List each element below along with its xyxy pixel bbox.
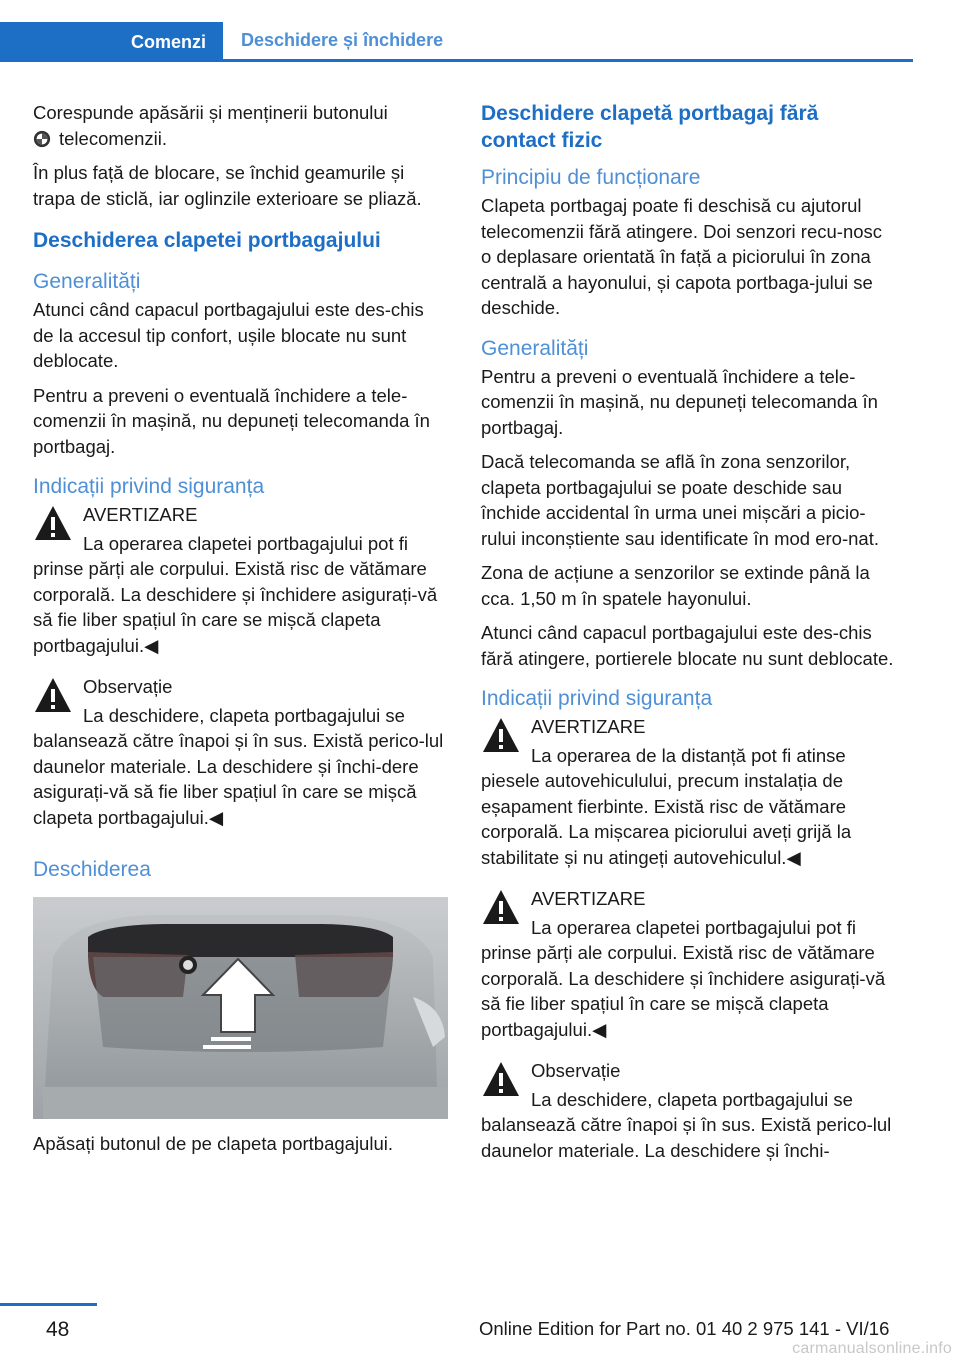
general-right-paragraph-2: Dacă telecomanda se află în zona senzorilor, clapeta portbagajului se poate deschide sau închide accidental în urma unei mișcări a picio‐rului inconștiente sau identificate în mod ero‐nat. [481, 451, 879, 549]
warning-right-1-text: piesele autovehiculului, precum instalația de eșapament fierbinte. Există risc de vătămare corporală. La mișcarea piciorului aveți grijă la stabilitate și nu atingeți autovehiculul.◀ [481, 770, 852, 868]
general-right-paragraph-4: Atunci când capacul portbagajului este des‐chis fără atingere, portierele blocate nu sunt deblocate. [481, 622, 894, 669]
left-column [33, 100, 448, 1166]
tab-section-title[interactable]: Deschidere și închidere [223, 22, 913, 62]
heading-safety: Indicații privind siguranța [33, 475, 265, 498]
edition-footer: Online Edition for Part no. 01 40 2 975 141 - VI/16 [479, 1318, 890, 1339]
principle-paragraph: Clapeta portbagaj poate fi deschisă cu ajutorul telecomenzii fără atingere. Doi senzori recu‐nosc o deplasare orientată în față a piciorului în zona centrală a hayonului, și capota portbaga‐jului se deschide. [481, 195, 883, 318]
warning-block-right-3 [481, 1058, 896, 1163]
intro-text-2: telecomenzii. [59, 127, 167, 149]
heading-handsfree-trunk: Deschidere clapetă portbagaj fără contact fizic [481, 102, 819, 152]
heading-general-right: Generalități [481, 336, 589, 360]
warning-block-1 [33, 502, 448, 658]
lock-paragraph: În plus față de blocare, se închid geamurile și trapa de sticlă, iar oglinzile exterioare se pliază. [33, 162, 422, 209]
page-number-rule [0, 1303, 97, 1306]
general-right-paragraph-1: Pentru a preveni o eventuală închidere a tele‐comenzii în mașină, nu depuneți telecomanda în portbagaj. [481, 365, 878, 438]
tab-comenzi[interactable]: Comenzi [0, 22, 223, 62]
general-paragraph-1: Atunci când capacul portbagajului este des‐chis de la accesul tip confort, ușile blocate nu sunt deblocate. [33, 299, 424, 371]
heading-open-trunk: Deschiderea clapetei portbagajului [33, 229, 381, 252]
right-column [481, 100, 896, 1172]
warning-triangle-icon [481, 716, 521, 754]
intro-text: Corespunde apăsării și menținerii butonului [33, 102, 388, 123]
warning-triangle-icon [481, 888, 521, 926]
header-bar [0, 22, 895, 62]
warning-1-title: AVERTIZARE [83, 504, 198, 525]
warning-block-right-2 [481, 886, 896, 1042]
heading-principle: Principiu de funcționare [481, 166, 701, 189]
warning-triangle-icon [33, 504, 73, 542]
warning-triangle-icon [33, 676, 73, 714]
warning-1-first-line: La operarea clapetei portbagajului pot fi [83, 532, 409, 554]
warning-block-right-1 [481, 714, 896, 870]
bmw-logo-icon [33, 130, 51, 148]
warning-right-1-title: AVERTIZARE [531, 716, 646, 737]
heading-safety-right: Indicații privind siguranța [481, 687, 713, 710]
heading-opening: Deschiderea [33, 858, 151, 881]
warning-2-text: balansează către înapoi și în sus. Există perico‐lul daunelor materiale. La deschidere și închi‐dere asigurați-vă să fie liber spațiul în care se mișcă clapeta portbagajului.◀ [33, 730, 444, 828]
warning-1-text: prinse părți ale corpului. Există risc de vătămare corporală. La deschidere și închidere asigurați-vă să fie liber spațiul în care se mișcă clapeta portbagajului.◀ [33, 558, 438, 656]
page-number: 48 [46, 1318, 70, 1341]
warning-triangle-icon [481, 1060, 521, 1098]
general-right-paragraph-3: Zona de acțiune a senzorilor se extinde până la cca. 1,50 m în spatele hayonului. [481, 562, 870, 609]
warning-right-2-first-line: La operarea clapetei portbagajului pot fi [531, 916, 857, 938]
warning-right-2-title: AVERTIZARE [531, 888, 646, 909]
warning-2-title: Observație [83, 676, 173, 697]
watermark: carmanualsonline.info [792, 1340, 952, 1357]
trunk-photo [33, 897, 448, 1119]
warning-right-3-title: Observație [531, 1060, 621, 1081]
warning-block-2 [33, 674, 448, 830]
heading-general: Generalități [33, 270, 141, 293]
warning-right-2-text: prinse părți ale corpului. Există risc de vătămare corporală. La deschidere și închidere asigurați-vă să fie liber spațiul în care se mișcă clapeta portbagajului.◀ [481, 942, 886, 1040]
photo-caption: Apăsați butonul de pe clapeta portbagajului. [33, 1133, 393, 1154]
warning-right-3-first-line: La deschidere, clapeta portbagajului se [531, 1088, 853, 1110]
warning-right-1-first-line: La operarea de la distanță pot fi atinse [531, 744, 846, 766]
general-paragraph-2: Pentru a preveni o eventuală închidere a tele‐comenzii în mașină, nu depuneți telecomanda în portbagaj. [33, 384, 430, 457]
warning-2-first-line: La deschidere, clapeta portbagajului se [83, 704, 405, 726]
intro-paragraph [33, 100, 448, 151]
warning-right-3-text: balansează către înapoi și în sus. Există perico‐lul daunelor materiale. La deschidere și închi‐ [481, 1114, 892, 1161]
